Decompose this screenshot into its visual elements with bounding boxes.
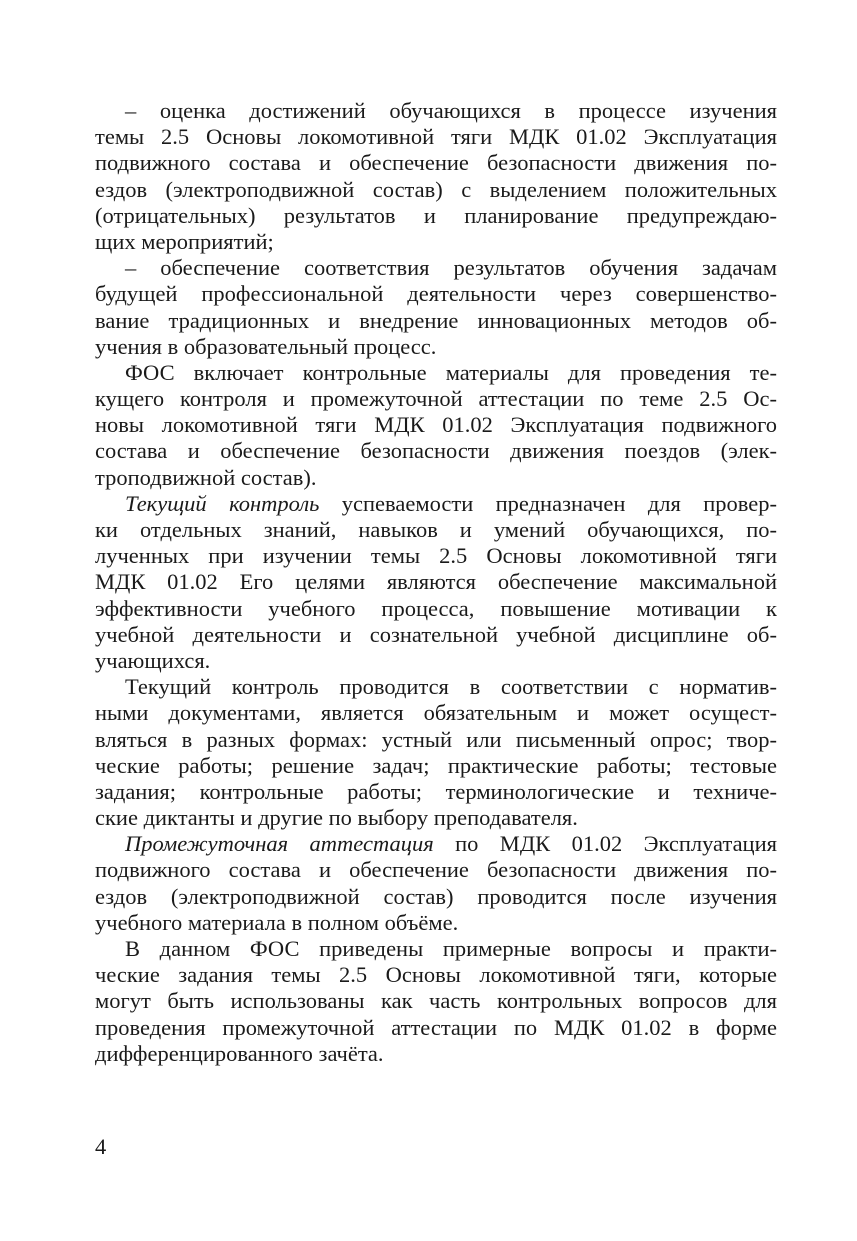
text-fragment: по МДК 01.02 Эксплуатация <box>433 831 777 857</box>
text-line: темы 2.5 Основы локомотивной тяги МДК 01.02 Эксплуатация <box>95 124 777 150</box>
text-line: подвижного состава и обеспечение безопасности движения по- <box>95 150 777 176</box>
text-line <box>95 831 777 857</box>
text-line: задания; контрольные работы; терминологические и техниче- <box>95 778 777 804</box>
text-line: лученных при изучении темы 2.5 Основы локомотивной тяги <box>95 543 777 569</box>
text-line: кущего контроля и промежуточной аттестации по теме 2.5 Ос- <box>95 386 777 412</box>
text-line: Текущий контроль проводится в соответствии с норматив- <box>125 674 777 700</box>
text-line: ездов (электроподвижной состав) проводится после изучения <box>95 883 777 909</box>
text-line: подвижного состава и обеспечение безопасности движения по- <box>95 857 777 883</box>
italic-term: Промежуточная аттестация <box>125 831 434 857</box>
text-line: дифференцированного зачёта. <box>95 1040 384 1066</box>
text-line: (отрицательных) результатов и планирование предупреждаю- <box>95 202 777 228</box>
text-line: вание традиционных и внедрение инновационных методов об- <box>95 307 777 333</box>
text-line: вляться в разных формах: устный или письменный опрос; твор- <box>95 726 777 752</box>
text-line: могут быть использованы как часть контрольных вопросов для <box>95 988 777 1014</box>
text-line: эффективности учебного процесса, повышение мотивации к <box>95 595 777 621</box>
text-line: – оценка достижений обучающихся в процессе изучения <box>125 98 777 123</box>
text-line: будущей профессиональной деятельности через совершенство- <box>95 281 777 307</box>
text-line: состава и обеспечение безопасности движения поездов (элек- <box>95 438 777 464</box>
text-line: ездов (электроподвижной состав) с выделением положительных <box>95 176 777 202</box>
text-line: учения в образовательный процесс. <box>95 333 437 359</box>
text-line: троподвижной состав). <box>95 464 317 490</box>
italic-term: Текущий контроль <box>125 490 320 516</box>
text-line <box>95 491 777 517</box>
text-line: новы локомотивной тяги МДК 01.02 Эксплуатация подвижного <box>95 412 777 438</box>
text-line: ские диктанты и другие по выбору преподавателя. <box>95 805 578 831</box>
text-line: ческие задания темы 2.5 Основы локомотивной тяги, которые <box>95 962 777 988</box>
text-line: щих мероприятий; <box>95 228 274 254</box>
text-line: ФОС включает контрольные материалы для проведения те- <box>125 359 777 385</box>
text-fragment: успеваемости предназначен для провер- <box>319 490 777 516</box>
text-line: ки отдельных знаний, навыков и умений обучающихся, по- <box>95 517 777 542</box>
text-line: учающихся. <box>95 647 211 673</box>
text-line: МДК 01.02 Его целями являются обеспечение максимальной <box>95 569 777 595</box>
text-line: ными документами, является обязательным и может осущест- <box>95 700 777 726</box>
text-line: В данном ФОС приведены примерные вопросы и практи- <box>125 936 777 961</box>
text-line: ческие работы; решение задач; практические работы; тестовые <box>95 752 777 778</box>
text-line: проведения промежуточной аттестации по МДК 01.02 в форме <box>95 1014 777 1040</box>
text-line: – обеспечение соответствия результатов обучения задачам <box>125 255 777 281</box>
text-line: учебной деятельности и сознательной учебной дисциплине об- <box>95 621 777 647</box>
page-number: 4 <box>95 1134 107 1159</box>
text-line: учебного материала в полном объёме. <box>95 909 459 935</box>
document-body <box>95 98 777 1067</box>
